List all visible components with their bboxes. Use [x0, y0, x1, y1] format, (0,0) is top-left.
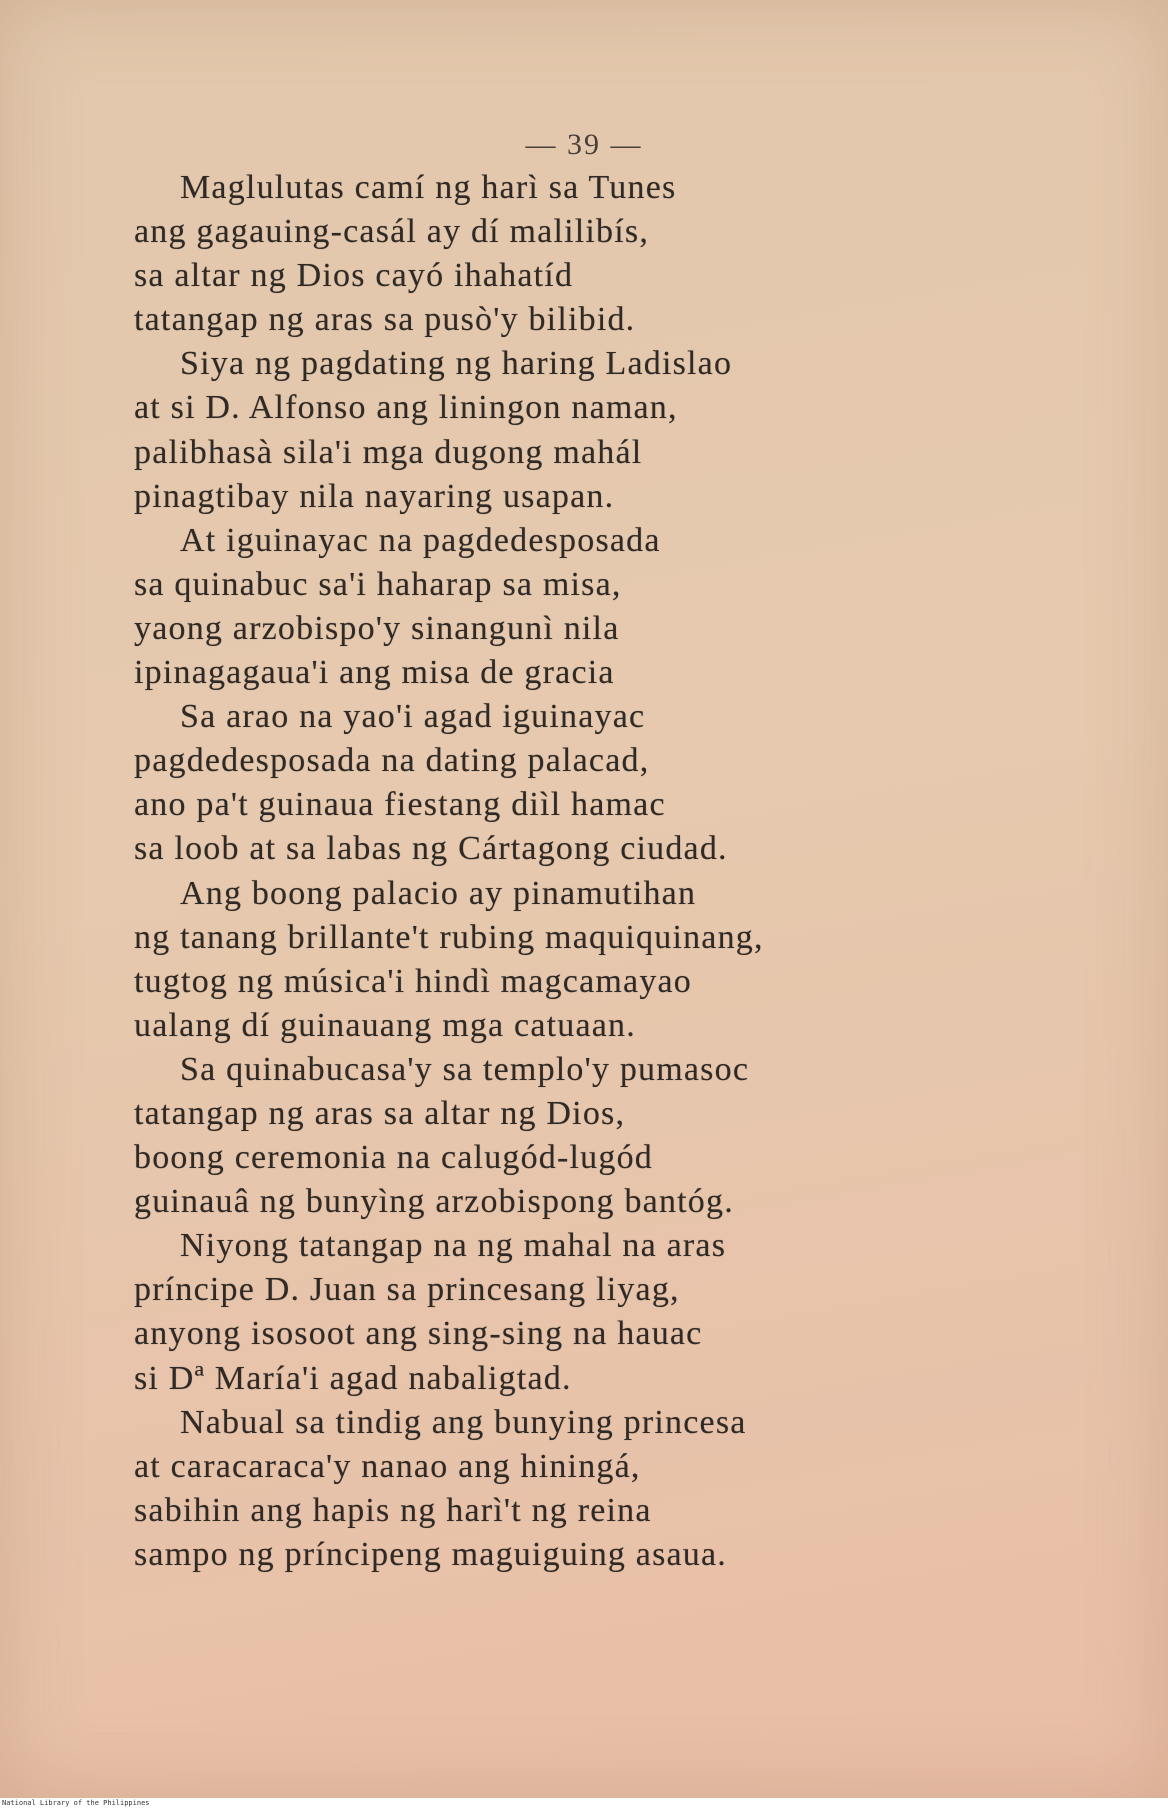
stanza: [134, 1224, 1014, 1400]
verse-line: Sa quinabucasa'y sa templo'y pumasoc: [180, 1050, 750, 1088]
verse-line: ipinagagaua'i ang misa de gracia: [134, 654, 615, 692]
verse-line: tugtog ng música'i hindì magcamayao: [134, 962, 693, 1000]
verse-line: pagdedesposada na dating palacad,: [134, 742, 650, 780]
verse-line: Nabual sa tindig ang bunying princesa: [180, 1403, 747, 1441]
verse-line: si Dª María'i agad nabaligtad.: [134, 1359, 572, 1397]
verse-line: sa loob at sa labas ng Cártagong ciudad.: [134, 830, 728, 868]
verse-line: Siya ng pagdating ng haring Ladislao: [180, 345, 733, 383]
verse-line: ano pa't guinaua fiestang diìl hamac: [134, 786, 666, 824]
verse-line: at si D. Alfonso ang liningon naman,: [134, 389, 678, 427]
verse-line: yaong arzobispo'y sinangunì nila: [134, 609, 620, 647]
verse-line: tatangap ng aras sa altar ng Dios,: [134, 1094, 626, 1132]
stanza: [134, 695, 1014, 871]
verse-line: boong ceremonia na calugód-lugód: [134, 1139, 653, 1177]
verse-line: sa quinabuc sa'i haharap sa misa,: [134, 565, 622, 603]
verse-line: guinauâ ng bunyìng arzobispong bantóg.: [134, 1183, 734, 1221]
verse-line: príncipe D. Juan sa princesang liyag,: [134, 1271, 680, 1309]
library-credit: National Library of the Philippines: [2, 1799, 150, 1807]
footer-strip: [0, 1798, 1168, 1808]
stanza: [134, 519, 1014, 695]
verse-line: At iguinayac na pagdedesposada: [180, 521, 661, 559]
verse-line: palibhasà sila'i mga dugong mahál: [134, 433, 643, 471]
stanza: [134, 166, 1014, 342]
verse-line: ng tanang brillante't rubing maquiquinang,: [134, 918, 764, 956]
stanza: [134, 1401, 1014, 1577]
verse-line: at caracaraca'y nanao ang hiningá,: [134, 1447, 641, 1485]
verse-line: Niyong tatangap na ng mahal na aras: [180, 1227, 727, 1265]
stanza: [134, 342, 1014, 518]
verse-line: anyong isosoot ang sing-sing na hauac: [134, 1315, 703, 1353]
stanza: [134, 1048, 1014, 1224]
verse-line: pinagtibay nila nayaring usapan.: [134, 477, 615, 515]
verse-line: ualang dí guinauang mga catuaan.: [134, 1006, 636, 1044]
stanza: [134, 872, 1014, 1048]
verse-line: Sa arao na yao'i agad iguinayac: [180, 698, 646, 736]
verse-line: sampo ng príncipeng maguiguing asaua.: [134, 1535, 727, 1573]
poem-body: [134, 166, 1014, 1577]
verse-line: tatangap ng aras sa pusò'y bilibid.: [134, 301, 636, 339]
verse-line: ang gagauing-casál ay dí malilibís,: [134, 213, 650, 251]
verse-line: sa altar ng Dios cayó ihahatíd: [134, 257, 574, 295]
page-number: — 39 —: [525, 128, 643, 161]
verse-line: Ang boong palacio ay pinamutihan: [180, 874, 697, 912]
verse-line: Maglulutas camí ng harì sa Tunes: [180, 169, 677, 206]
verse-line: sabihin ang hapis ng harì't ng reina: [134, 1491, 652, 1529]
